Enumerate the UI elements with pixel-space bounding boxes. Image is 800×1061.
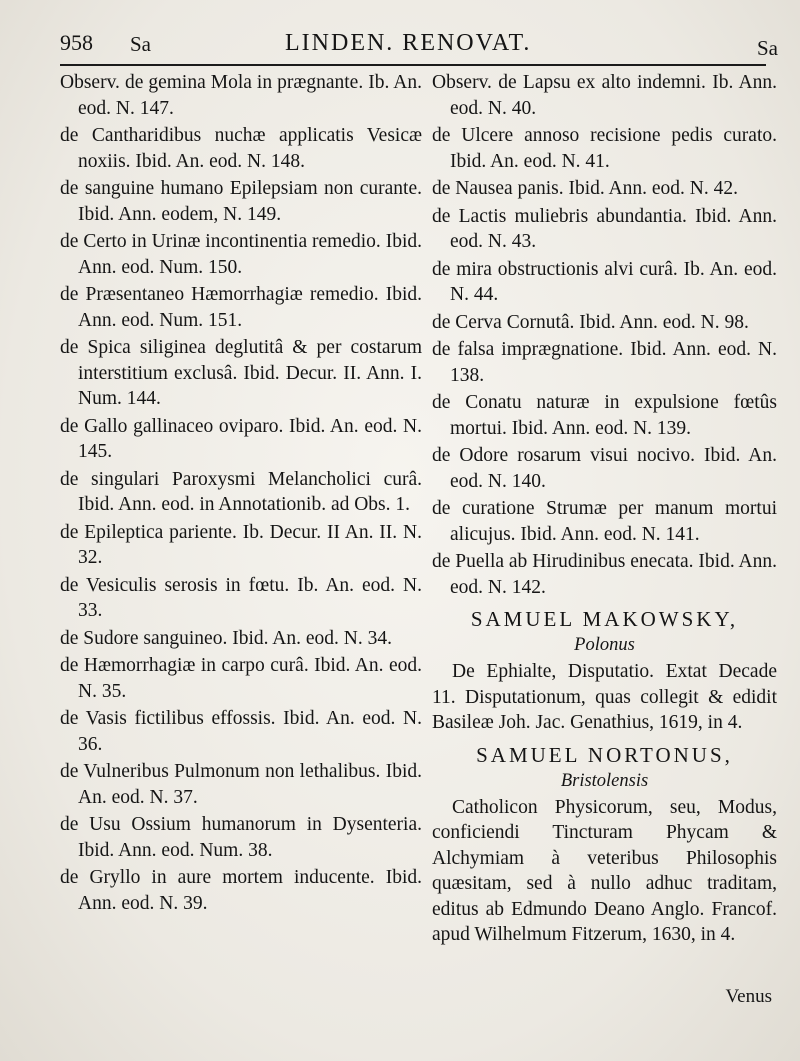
catchword: Venus <box>725 986 772 1007</box>
list-item: de Gallo gallinaceo oviparo. Ibid. An. eod. N. 145. <box>60 415 422 462</box>
list-item: de Gryllo in aure mortem inducente. Ibid. Ann. eod. N. 39. <box>60 867 422 914</box>
list-item: Observ. de Lapsu ex alto indemni. Ib. Ann. eod. N. 40. <box>432 72 777 119</box>
list-item: de Cerva Cornutâ. Ibid. Ann. eod. N. 98. <box>432 311 749 333</box>
running-title: LINDEN. RENOVAT. <box>285 30 532 56</box>
list-item: de Cantharidibus nuchæ applicatis Vesicæ noxiis. Ibid. An. eod. N. 148. <box>60 125 422 172</box>
list-item: de singulari Paroxysmi Melancholici curâ. Ibid. Ann. eod. in Annotationib. ad Obs. 1. <box>60 468 422 515</box>
header-right-abbrev: Sa <box>757 36 778 60</box>
list-item: de mira obstructionis alvi curâ. Ib. An. eod. N. 44. <box>432 258 777 305</box>
list-item: de Vesiculis serosis in fœtu. Ib. An. eod. N. 33. <box>60 574 422 621</box>
header-left-abbrev: Sa <box>130 32 151 56</box>
running-header <box>60 30 778 66</box>
list-item: de Puella ab Hirudinibus enecata. Ibid. Ann. eod. N. 142. <box>432 551 777 598</box>
list-item: Observ. de gemina Mola in prægnante. Ib. An. eod. N. 147. <box>60 72 422 119</box>
list-item: de Nausea panis. Ibid. Ann. eod. N. 42. <box>432 178 738 199</box>
list-item: de Vulneribus Pulmonum non lethalibus. Ibid. An. eod. N. 37. <box>60 761 422 808</box>
author-origin: Polonus <box>574 635 635 655</box>
list-item: de Ulcere annoso recisione pedis curato. Ibid. An. eod. N. 41. <box>432 125 777 172</box>
list-item: de Spica siliginea deglutitâ & per costarum interstitium exclusâ. Ibid. Decur. II. Ann. I. Num. 144. <box>60 337 422 409</box>
right-column <box>432 70 777 950</box>
list-item: de Lactis muliebris abundantia. Ibid. Ann. eod. N. 43. <box>432 205 777 252</box>
list-item: de sanguine humano Epilepsiam non curante. Ibid. Ann. eodem, N. 149. <box>60 178 422 225</box>
list-item: de Sudore sanguineo. Ibid. An. eod. N. 34. <box>60 627 392 649</box>
list-item: de Hæmorrhagiæ in carpo curâ. Ibid. An. eod. N. 35. <box>60 655 422 702</box>
list-item: de falsa imprægnatione. Ibid. Ann. eod. N. 138. <box>432 339 777 386</box>
list-item: de Epileptica pariente. Ib. Decur. II An. II. N. 32. <box>60 521 422 568</box>
list-item: de Usu Ossium humanorum in Dysenteria. Ibid. Ann. eod. Num. 38. <box>60 814 422 861</box>
author-entry: Catholicon Physicorum, seu, Modus, conficiendi Tincturam Phycam & Alchymiam à veteribus Philosophis quæsitam, sed à nullo adhuc traditam, editus ab Edmundo Deano Anglo. Francof. apud Wilhelmum Fitzerum, 1630, in 4. <box>432 796 777 945</box>
author-heading: SAMUEL MAKOWSKY, <box>470 607 739 631</box>
author-heading: SAMUEL NORTONUS, <box>476 742 733 767</box>
list-item: de Vasis fictilibus effossis. Ibid. An. eod. N. 36. <box>60 708 422 755</box>
page-number: 958 <box>60 30 93 55</box>
list-item: de Odore rosarum visui nocivo. Ibid. An. eod. N. 140. <box>432 445 777 492</box>
author-origin: Bristolensis <box>560 770 649 791</box>
list-item: de Præsentaneo Hæmorrhagiæ remedio. Ibid. Ann. eod. Num. 151. <box>60 284 422 331</box>
list-item: de Conatu naturæ in expulsione fœtûs mortui. Ibid. Ann. eod. N. 139. <box>432 392 777 439</box>
author-entry: De Ephialte, Disputatio. Extat Decade 11. Disputationum, quas collegit & edidit Basileæ Joh. Jac. Genathius, 1619, in 4. <box>432 661 777 733</box>
list-item: de curatione Strumæ per manum mortui alicujus. Ibid. Ann. eod. N. 141. <box>432 498 777 545</box>
list-item: de Certo in Urinæ incontinentia remedio. Ibid. Ann. eod. Num. 150. <box>60 231 422 278</box>
header-rule <box>60 64 766 66</box>
left-column <box>60 70 422 918</box>
